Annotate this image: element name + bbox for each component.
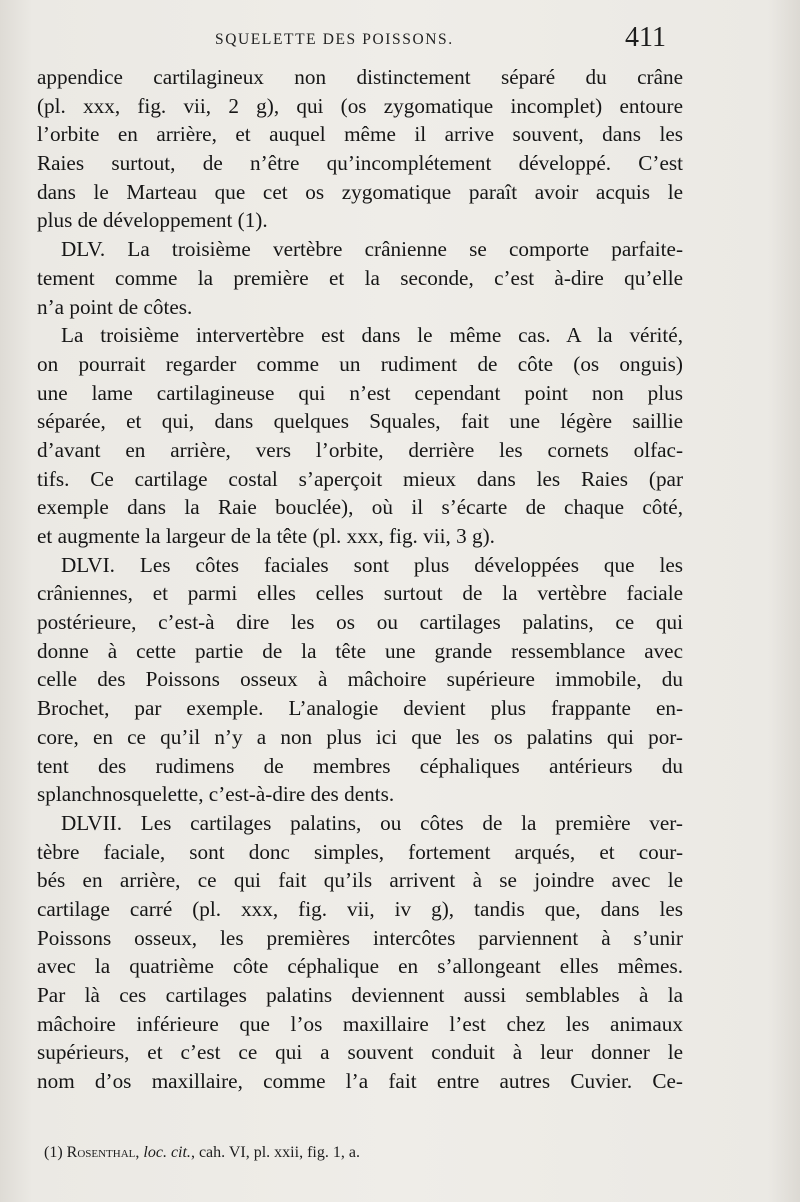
text-line: et augmente la largeur de la tête (pl. xxx, fig. vii, 3 g). — [37, 524, 495, 548]
text-line: splanchnosquelette, c’est-à-dire des dents. — [37, 782, 395, 807]
text-line: tent des rudimens de membres céphaliques antérieurs du — [37, 753, 683, 778]
text-line: Poissons osseux, les premières intercôtes parviennent à s’unir — [37, 925, 683, 950]
footnote-marker: (1) — [44, 1144, 63, 1161]
text-line: une lame cartilagineuse qui n’est cependant point non plus — [37, 380, 683, 405]
text-line: séparée, et qui, dans quelques Squales, fait une légère saillie — [37, 409, 683, 434]
text-line: DLVII. Les cartilages palatins, ou côtes de la première ver- — [61, 810, 683, 835]
text-line: on pourrait regarder comme un rudiment de côte (os onguis) — [37, 351, 683, 376]
text-line: exemple dans la Raie bouclée), où il s’écarte de chaque côté, — [37, 495, 683, 520]
text-line: d’avant en arrière, vers l’orbite, derrière les cornets olfac- — [37, 437, 683, 462]
text-line: core, en ce qu’il n’y a non plus ici que les os palatins qui por- — [37, 724, 683, 749]
text-line: Par là ces cartilages palatins deviennent aussi semblables à la — [37, 983, 683, 1007]
text-line: DLV. La troisième vertèbre crânienne se comporte parfaite- — [61, 237, 683, 262]
text-line: postérieure, c’est-à dire les os ou cartilages palatins, ce qui — [37, 610, 683, 635]
text-line: n’a point de côtes. — [37, 294, 193, 319]
text-line: (pl. xxx, fig. vii, 2 g), qui (os zygomatique incomplet) entoure — [37, 93, 683, 118]
text-line: appendice cartilagineux non distinctement séparé du crâne — [37, 65, 683, 89]
text-line: nom d’os maxillaire, comme l’a fait entre autres Cuvier. Ce- — [37, 1069, 683, 1094]
text-line: avec la quatrième côte céphalique en s’allongeant elles mêmes. — [37, 954, 683, 979]
text-line: tement comme la première et la seconde, c’est à-dire qu’elle — [37, 265, 683, 290]
text-line: crâniennes, et parmi elles celles surtout de la vertèbre faciale — [37, 581, 683, 606]
body-text — [37, 63, 683, 1096]
text-line: tifs. Ce cartilage costal s’aperçoit mieux dans les Raies (par — [37, 466, 683, 491]
text-line: La troisième intervertèbre est dans le même cas. A la vérité, — [61, 323, 683, 348]
text-line: DLVI. Les côtes faciales sont plus développées que les — [61, 552, 683, 577]
page-number: 411 — [625, 22, 666, 53]
text-line: supérieurs, et c’est ce qui a souvent conduit à leur donner le — [37, 1040, 683, 1065]
text-line: celle des Poissons osseux à mâchoire supérieure immobile, du — [37, 667, 683, 692]
text-line: tèbre faciale, sont donc simples, fortement arqués, et cour- — [37, 839, 683, 864]
text-line: plus de développement (1). — [37, 208, 268, 233]
text-line: cartilage carré (pl. xxx, fig. vii, iv g), tandis que, dans les — [37, 896, 683, 921]
text-line: bés en arrière, ce qui fait qu’ils arrivent à se joindre avec le — [37, 868, 683, 893]
text-line: Brochet, par exemple. L’analogie devient plus frappante en- — [37, 696, 683, 721]
footnote-author: Rosenthal — [66, 1144, 136, 1161]
text-line: Raies surtout, de n’être qu’incomplétement développé. C’est — [37, 151, 683, 176]
running-title: SQUELETTE DES POISSONS. — [215, 31, 454, 48]
footnote-citation: loc. cit. — [143, 1144, 191, 1161]
text-line: l’orbite en arrière, et auquel même il arrive souvent, dans les — [37, 122, 683, 147]
text-line: donne à cette partie de la tête une grande ressemblance avec — [37, 638, 683, 663]
footnote: (1) Rosenthal, loc. cit., cah. VI, pl. xxii, fig. 1, a. — [44, 1144, 360, 1161]
text-line: mâchoire inférieure que l’os maxillaire l’est chez les animaux — [37, 1011, 683, 1036]
text-line: dans le Marteau que cet os zygomatique paraît avoir acquis le — [37, 179, 683, 204]
footnote-rest: , cah. VI, pl. xxii, fig. 1, a. — [190, 1144, 360, 1161]
